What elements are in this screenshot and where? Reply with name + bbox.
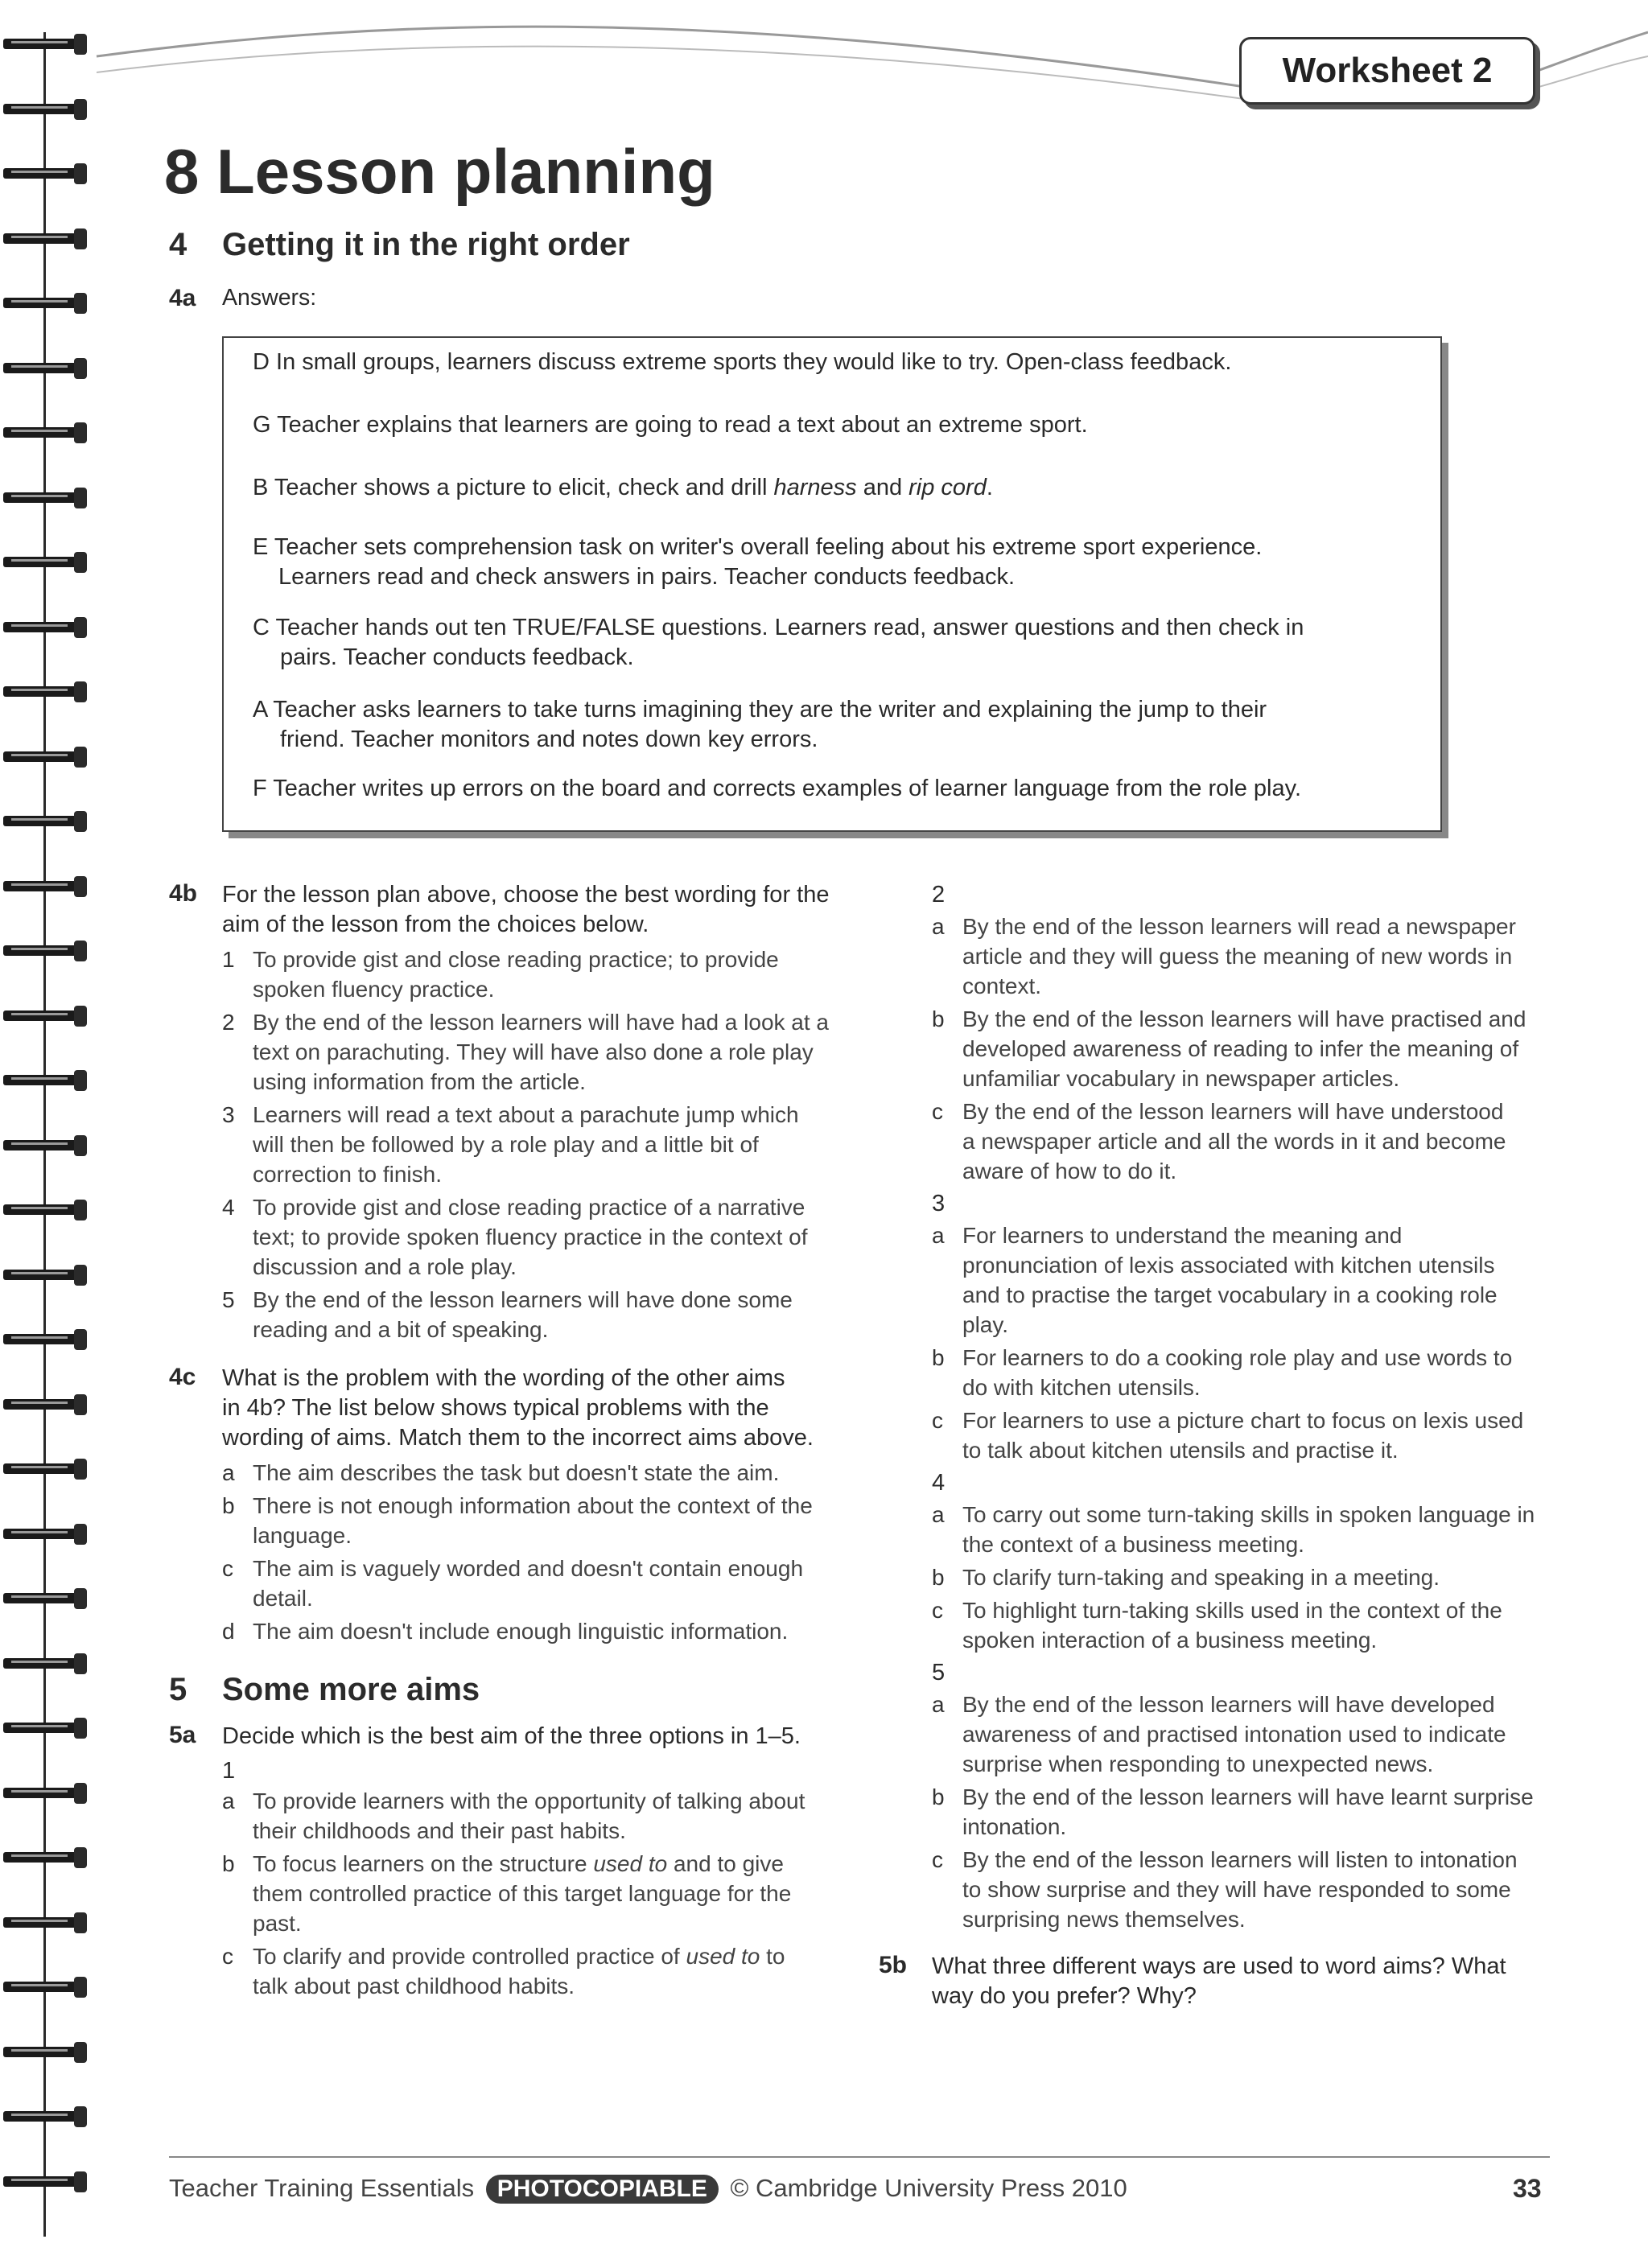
spiral-ring <box>3 1587 87 1611</box>
answer-line: B Teacher shows a picture to elicit, check and drill harness and rip cord. <box>253 475 993 500</box>
spiral-ring <box>3 1068 87 1093</box>
spiral-ring <box>3 939 87 963</box>
set-number: 5 <box>932 1660 946 1686</box>
question-4a-text: Answers: <box>222 285 317 311</box>
question-4b-text: For the lesson plan above, choose the best wording for the <box>222 882 830 908</box>
spiral-ring <box>3 745 87 769</box>
spiral-ring <box>3 1004 87 1028</box>
spiral-ring <box>3 1846 87 1870</box>
spiral-ring <box>3 1716 87 1740</box>
spiral-ring <box>3 227 87 251</box>
spiral-ring <box>3 809 87 834</box>
spiral-ring <box>3 550 87 574</box>
spiral-ring <box>3 875 87 899</box>
question-5a-text: Decide which is the best aim of the three options in 1–5. <box>222 1723 801 1749</box>
section-4-heading: 4 Getting it in the right order <box>169 227 630 262</box>
question-5b-text: way do you prefer? Why? <box>932 1983 1197 2009</box>
question-5b-text: What three different ways are used to word aims? What <box>932 1953 1506 1979</box>
question-4a-label: 4a <box>169 285 196 311</box>
question-4c-text: wording of aims. Match them to the incorrect aims above. <box>222 1425 814 1451</box>
answer-line: C Teacher hands out ten TRUE/FALSE questions. Learners read, answer questions and then check in pairs. Teacher conducts feedback. <box>253 615 1304 670</box>
spiral-ring <box>3 1457 87 1481</box>
set-number: 1 <box>222 1758 236 1784</box>
photocopiable-badge: PHOTOCOPIABLE <box>486 2175 719 2204</box>
spiral-ring <box>3 1327 87 1352</box>
spiral-ring <box>3 1975 87 1999</box>
spiral-ring <box>3 1652 87 1676</box>
question-4c-text: What is the problem with the wording of the other aims <box>222 1365 785 1391</box>
spiral-ring <box>3 1198 87 1222</box>
answer-line: D In small groups, learners discuss extreme sports they would like to try. Open-class feedback. <box>253 349 1232 375</box>
set-number: 3 <box>932 1191 946 1216</box>
question-4b-label: 4b <box>169 880 198 907</box>
section-5-heading: 5 Some more aims <box>169 1672 480 1707</box>
question-5b-label: 5b <box>879 1952 908 1978</box>
answer-line: E Teacher sets comprehension task on writer's overall feeling about his extreme sport experience. Learners read and check answers in pairs. Teacher conducts feedback. <box>253 534 1263 590</box>
spiral-ring <box>3 680 87 704</box>
question-5a-label: 5a <box>169 1722 196 1748</box>
spiral-ring <box>3 1263 87 1287</box>
spiral-ring <box>3 1781 87 1805</box>
spiral-ring <box>3 1393 87 1417</box>
spiral-binding <box>0 32 97 2237</box>
question-4b-text: aim of the lesson from the choices below. <box>222 912 649 937</box>
spiral-ring <box>3 162 87 186</box>
spiral-ring <box>3 2040 87 2064</box>
question-4c-label: 4c <box>169 1364 196 1390</box>
spiral-ring <box>3 421 87 445</box>
spiral-ring <box>3 2170 87 2194</box>
spiral-ring <box>3 2105 87 2129</box>
footer: Teacher Training Essentials PHOTOCOPIABLE © Cambridge University Press 2010 <box>169 2174 1127 2202</box>
page-number: 33 <box>1513 2174 1542 2203</box>
spiral-ring <box>3 1522 87 1546</box>
spiral-ring <box>3 615 87 640</box>
answer-line: G Teacher explains that learners are going to read a text about an extreme sport. <box>253 412 1088 438</box>
footer-rule <box>169 2156 1550 2158</box>
spiral-ring <box>3 1911 87 1935</box>
spiral-ring <box>3 1134 87 1158</box>
spiral-ring <box>3 486 87 510</box>
answer-line: F Teacher writes up errors on the board and corrects examples of learner language from the role play. <box>253 776 1302 801</box>
spiral-ring <box>3 291 87 315</box>
question-4c-text: in 4b? The list below shows typical problems with the <box>222 1395 769 1421</box>
worksheet-tab: Worksheet 2 <box>1239 37 1535 105</box>
answer-line: A Teacher asks learners to take turns imagining they are the writer and explaining the jump to their friend. Teacher monitors and notes down key errors. <box>253 697 1267 752</box>
page-title: 8 Lesson planning <box>164 136 715 207</box>
spiral-ring <box>3 356 87 381</box>
set-number: 2 <box>932 882 946 908</box>
set-number: 4 <box>932 1470 946 1496</box>
